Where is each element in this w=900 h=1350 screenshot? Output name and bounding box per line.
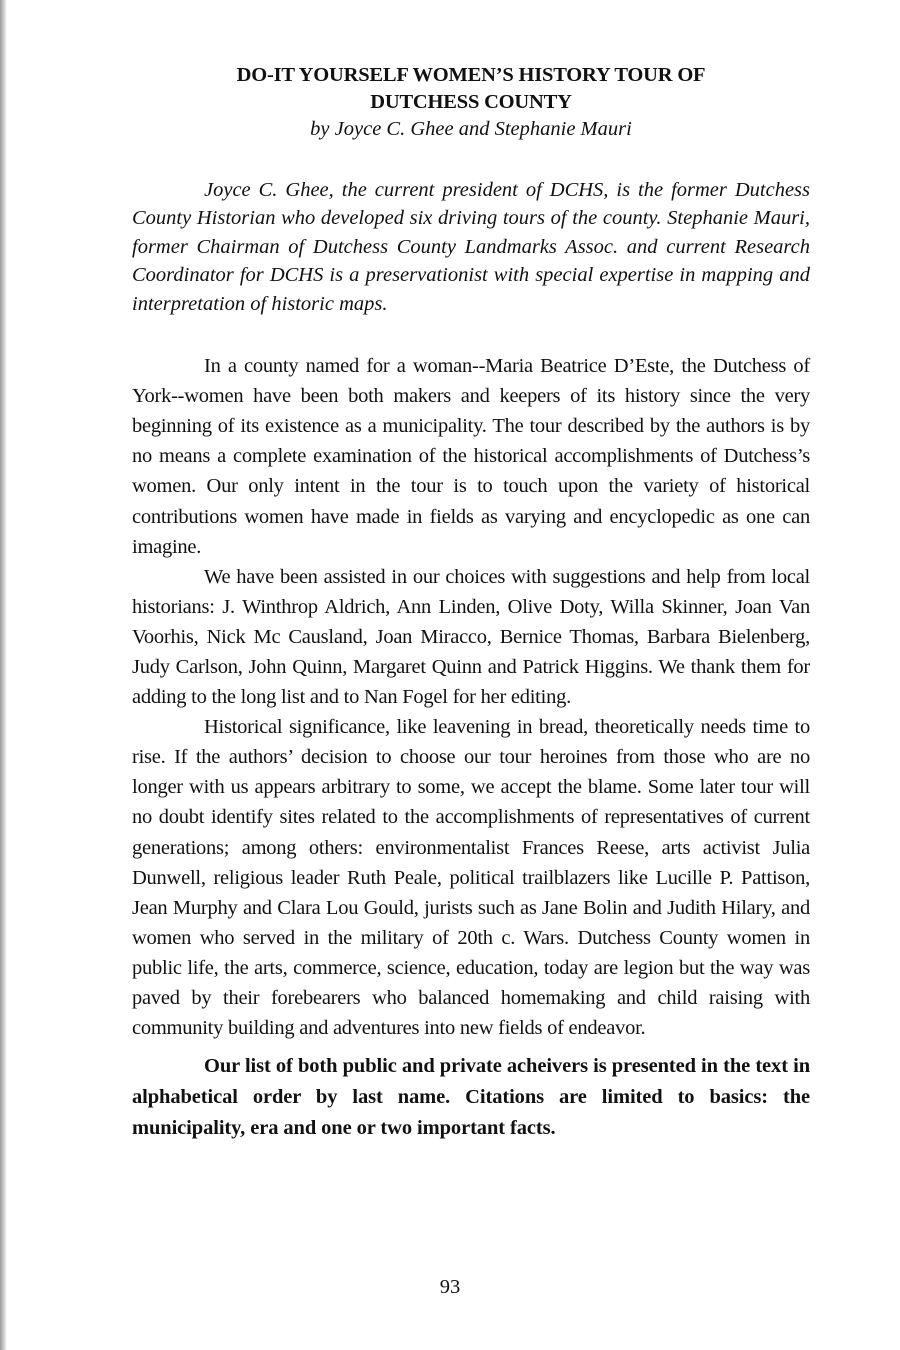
page-content <box>132 62 810 1144</box>
article-title-line-2: DUTCHESS COUNTY <box>370 91 572 113</box>
body-paragraph-3: Historical significance, like leavening in bread, theoretically needs time to rise. If the authors’ decision to choose our tour heroines from those who are no longer with us appears arbitrary to some, we accept the blame. Some later tour will no doubt identify sites related to the accomplishments of representatives of current generations; among others: environmentalist Frances Reese, arts activist Julia Dunwell, religious leader Ruth Peale, political trailblazers like Lucille P. Pattison, Jean Murphy and Clara Lou Gould, jurists such as Jane Bolin and Judith Hilary, and women who served in the military of 20th c. Wars. Dutchess County women in public life, the arts, commerce, science, education, today are legion but the way was paved by their forebearers who balanced homemaking and child raising with community building and adventures into new fields of endeavor. <box>132 716 810 1040</box>
article-byline: by Joyce C. Ghee and Stephanie Mauri <box>310 118 632 140</box>
body-paragraph-1: In a county named for a woman--Maria Beatrice D’Este, the Dutchess of York--women have been both makers and keepers of its history since the very beginning of its existence as a municipality. The tour described by the authors is by no means a complete examination of the historical accomplishments of Dutchess’s women. Our only intent in the tour is to touch upon the variety of historical contributions women have made in fields as varying and encyclopedic as one can imagine. <box>132 355 810 558</box>
page-number: 93 <box>439 1276 461 1298</box>
bold-paragraph: Our list of both public and private acheivers is presented in the text in alphabetical order by last name. Citations are limited to basics: the municipality, era and one or two important facts. <box>132 1055 810 1140</box>
body-paragraph-2: We have been assisted in our choices with suggestions and help from local historians: J. Winthrop Aldrich, Ann Linden, Olive Doty, Willa Skinner, Joan Van Voorhis, Nick Mc Causland, Joan Miracco, Bernice Thomas, Barbara Bielenberg, Judy Carlson, John Quinn, Margaret Quinn and Patrick Higgins. We thank them for adding to the long list and to Nan Fogel for her editing. <box>132 565 810 709</box>
article-title-line-1: DO-IT YOURSELF WOMEN’S HISTORY TOUR OF <box>236 64 706 86</box>
article-title <box>132 62 810 116</box>
author-bio: Joyce C. Ghee, the current president of DCHS, is the former Dutchess County Historian who developed six driving tours of the county. Stephanie Mauri, former Chairman of Dutchess County Landmarks Assoc. and current Research Coordinator for DCHS is a preservationist with special expertise in mapping and interpretation of historic maps. <box>132 179 810 315</box>
page-edge-shadow <box>0 0 7 1350</box>
